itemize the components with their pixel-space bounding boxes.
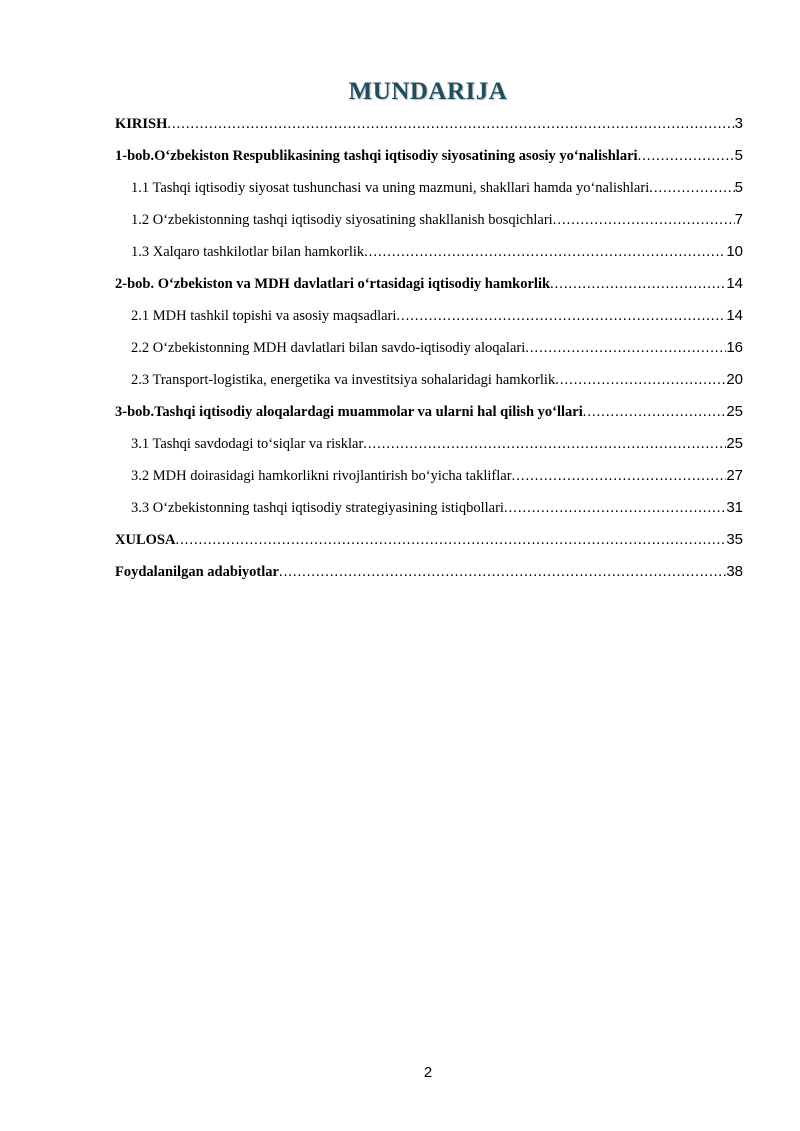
toc-entry-chapter-2[interactable] [115, 272, 743, 304]
toc-entry-chapter-1[interactable] [115, 144, 743, 176]
dot-leader [504, 496, 726, 520]
dot-leader [175, 528, 726, 552]
toc-entry-label: 1.3 Xalqaro tashkilotlar bilan hamkorlik [131, 244, 365, 260]
dot-leader [638, 144, 735, 168]
toc-entry-page: 20 [726, 371, 743, 388]
dot-leader [583, 400, 727, 424]
page-number: 2 [423, 1064, 433, 1081]
toc-entry-section-1-2[interactable] [115, 208, 743, 240]
toc-entry-page: 3 [734, 115, 743, 132]
toc-entry-label: 3-bob.Tashqi iqtisodiy aloqalardagi muammolar va ularni hal qilish yo‘llari [115, 404, 583, 420]
toc-entry-section-3-3[interactable] [115, 496, 743, 528]
toc-entry-page: 14 [726, 307, 743, 324]
toc-entry-section-1-3[interactable] [115, 240, 743, 272]
toc-entry-label: 1.2 O‘zbekistonning tashqi iqtisodiy siyosatining shakllanish bosqichlari [131, 212, 553, 228]
toc-entry-section-3-1[interactable] [115, 432, 743, 464]
toc-entry-section-2-3[interactable] [115, 368, 743, 400]
table-of-contents [115, 112, 743, 592]
dot-leader [279, 560, 726, 584]
toc-entry-page: 5 [734, 147, 743, 164]
toc-entry-label: 2-bob. O‘zbekiston va MDH davlatlari o‘rtasidagi iqtisodiy hamkorlik [115, 276, 551, 292]
toc-entry-page: 27 [726, 467, 743, 484]
toc-entry-references[interactable] [115, 560, 743, 592]
toc-entry-page: 16 [726, 339, 743, 356]
toc-entry-page: 31 [726, 499, 743, 516]
toc-entry-page: 25 [726, 435, 743, 452]
toc-entry-kirish[interactable] [115, 112, 743, 144]
toc-entry-page: 14 [726, 275, 743, 292]
dot-leader [553, 208, 735, 232]
dot-leader [363, 432, 726, 456]
toc-entry-page: 7 [734, 211, 743, 228]
toc-entry-section-2-1[interactable] [115, 304, 743, 336]
toc-entry-label: 2.2 O‘zbekistonning MDH davlatlari bilan savdo-iqtisodiy aloqalari [131, 340, 526, 356]
toc-entry-chapter-3[interactable] [115, 400, 743, 432]
toc-entry-label: 3.3 O‘zbekistonning tashqi iqtisodiy strategiyasining istiqbollari [131, 500, 504, 516]
toc-entry-section-2-2[interactable] [115, 336, 743, 368]
toc-entry-label: Foydalanilgan adabiyotlar [115, 564, 279, 580]
dot-leader [167, 112, 734, 136]
dot-leader [550, 272, 726, 296]
toc-entry-label: 3.2 MDH doirasidagi hamkorlikni rivojlantirish bo‘yicha takliflar [131, 468, 512, 484]
toc-entry-page: 25 [726, 403, 743, 420]
toc-entry-label: 1-bob.O‘zbekiston Respublikasining tashqi iqtisodiy siyosatining asosiy yo‘nalishlari [115, 148, 638, 164]
toc-entry-section-3-2[interactable] [115, 464, 743, 496]
dot-leader [555, 368, 726, 392]
toc-entry-xulosa[interactable] [115, 528, 743, 560]
toc-entry-page: 38 [726, 563, 743, 580]
toc-entry-page: 10 [726, 243, 743, 260]
toc-entry-page: 35 [726, 531, 743, 548]
toc-entry-label: XULOSA [115, 532, 176, 548]
toc-entry-section-1-1[interactable] [115, 176, 743, 208]
dot-leader [364, 240, 726, 264]
dot-leader [396, 304, 726, 328]
toc-entry-page: 5 [734, 179, 743, 196]
toc-entry-label: 3.1 Tashqi savdodagi to‘siqlar va risklar [131, 436, 364, 452]
dot-leader [525, 336, 726, 360]
toc-entry-label: 1.1 Tashqi iqtisodiy siyosat tushunchasi va uning mazmuni, shakllari hamda yo‘nalishlari [131, 180, 650, 196]
toc-entry-label: KIRISH [115, 116, 168, 132]
dot-leader [512, 464, 727, 488]
toc-entry-label: 2.3 Transport-logistika, energetika va investitsiya sohalaridagi hamkorlik [131, 372, 556, 388]
dot-leader [649, 176, 734, 200]
toc-entry-label: 2.1 MDH tashkil topishi va asosiy maqsadlari [131, 308, 397, 324]
toc-title: MUNDARIJA [348, 78, 508, 105]
